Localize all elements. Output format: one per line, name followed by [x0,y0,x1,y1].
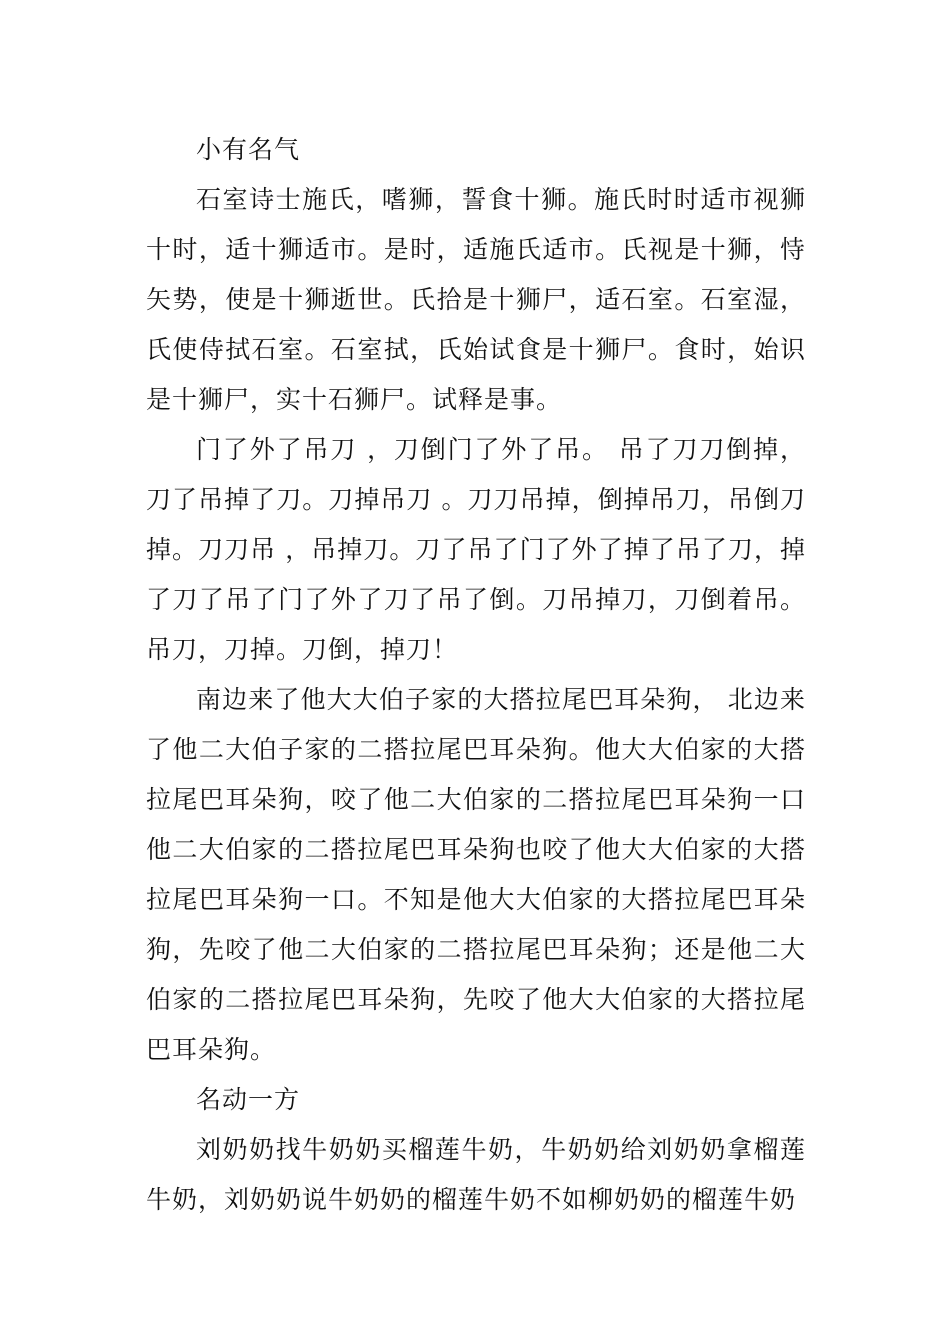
paragraph: 石室诗士施氏，嗜狮，誓食十狮。施氏时时适市视狮十时，适十狮适市。是时，适施氏适市。氏视是十狮，恃矢势，使是十狮逝世。氏拾是十狮尸，适石室。石室湿，氏使侍拭石室。石室拭，氏始试食是十狮尸。食时，始识是十狮尸，实十石狮尸。试释是事。 [146,185,806,414]
section-heading: 名动一方 [196,1085,301,1114]
document-body [146,125,806,1225]
paragraph: 南边来了他大大伯子家的大搭拉尾巴耳朵狗， 北边来了他二大伯子家的二搭拉尾巴耳朵狗。他大大伯家的大搭拉尾巴耳朵狗，咬了他二大伯家的二搭拉尾巴耳朵狗一口他二大伯家的二搭拉尾巴耳朵狗也咬了他大大伯家的大搭拉尾巴耳朵狗一口。不知是他大大伯家的大搭拉尾巴耳朵狗，先咬了他二大伯家的二搭拉尾巴耳朵狗；还是他二大伯家的二搭拉尾巴耳朵狗，先咬了他大大伯家的大搭拉尾巴耳朵狗。 [146,685,806,1064]
section-heading: 小有名气 [196,135,301,164]
paragraph: 刘奶奶找牛奶奶买榴莲牛奶，牛奶奶给刘奶奶拿榴莲牛奶，刘奶奶说牛奶奶的榴莲牛奶不如柳奶奶的榴莲牛奶 [146,1135,806,1214]
paragraph: 门了外了吊刀 ，刀倒门了外了吊。 吊了刀刀倒掉，刀了吊掉了刀。刀掉吊刀 。刀刀吊掉，倒掉吊刀，吊倒刀掉。刀刀吊 ，吊掉刀。刀了吊了门了外了掉了吊了刀，掉了刀了吊了门了外了刀了吊了倒。刀吊掉刀，刀倒着吊。吊刀，刀掉。刀倒，掉刀！ [146,435,806,664]
